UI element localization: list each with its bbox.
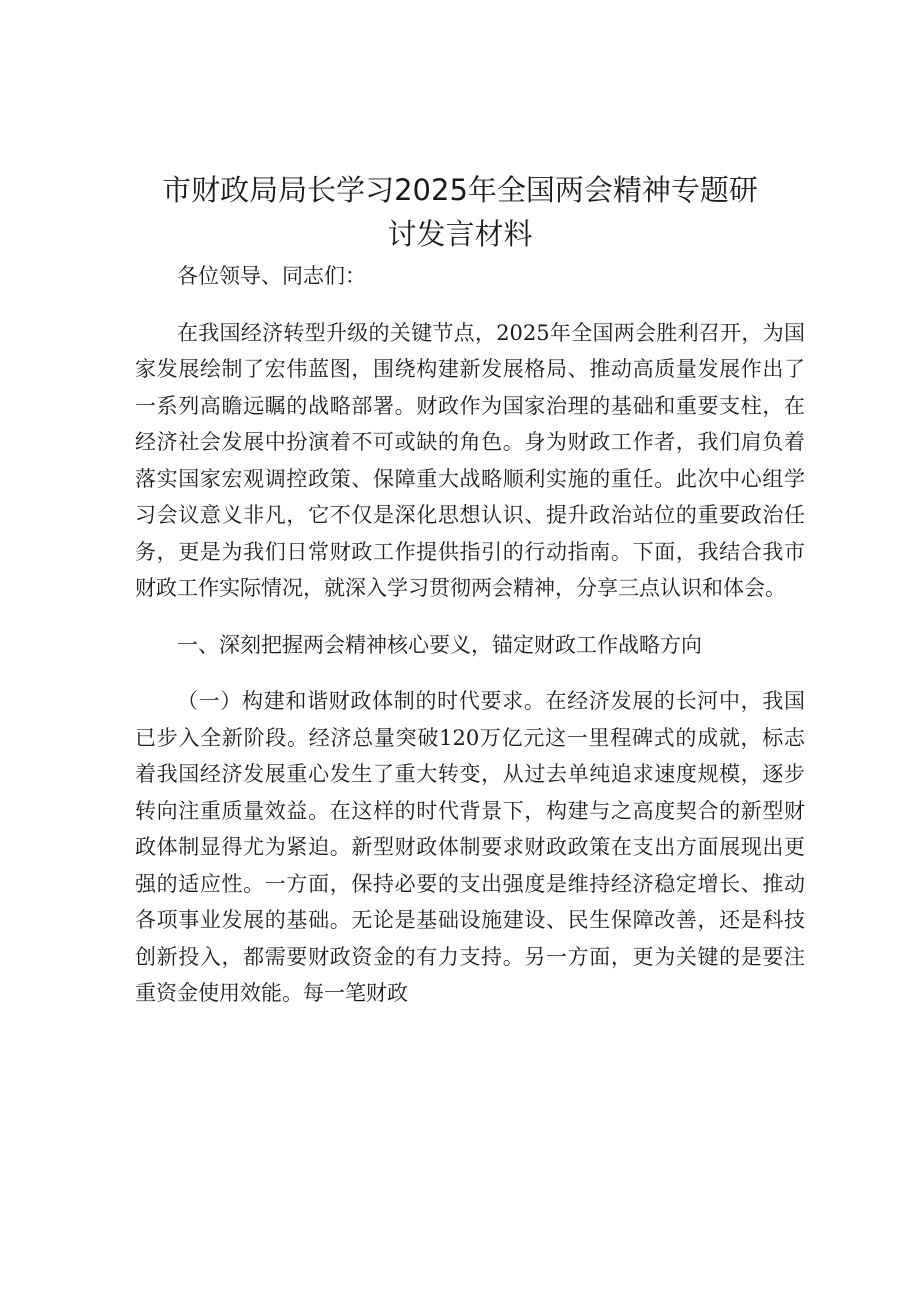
intro-paragraph: 在我国经济转型升级的关键节点，2025年全国两会胜利召开，为国家发展绘制了宏伟蓝图，围绕构建新发展格局、推动高质量发展作出了一系列高瞻远瞩的战略部署。财政作为国家治理的基础和重要支柱，在经济社会发展中扮演着不可或缺的角色。身为财政工作者，我们肩负着落实国家宏观调控政策、保障重大战略顺利实施的重任。此次中心组学习会议意义非凡，它不仅是深化思想认识、提升政治站位的重要政治任务，更是为我们日常财政工作提供指引的行动指南。下面，我结合我市财政工作实际情况，就深入学习贯彻两会精神，分享三点认识和体会。 xyxy=(135,320,805,600)
title-line-1: 市财政局局长学习2025年全国两会精神专题研 xyxy=(162,173,758,207)
subsection-paragraph-1: （一）构建和谐财政体制的时代要求。在经济发展的长河中，我国已步入全新阶段。经济总量突破120万亿元这一里程碑式的成就，标志着我国经济发展重心发生了重大转变，从过去单纯追求速度规模，逐步转向注重质量效益。在这样的时代背景下，构建与之高度契合的新型财政体制显得尤为紧迫。新型财政体制要求财政政策在支出方面展现出更强的适应性。一方面，保持必要的支出强度是维持经济稳定增长、推动各项事业发展的基础。无论是基础设施建设、民生保障改善，还是科技创新投入，都需要财政资金的有力支持。另一方面，更为关键的是要注重资金使用效能。每一笔财政 xyxy=(135,689,805,1005)
document-body xyxy=(135,258,805,1012)
title-line-2: 讨发言材料 xyxy=(387,217,533,251)
document-title xyxy=(120,168,800,256)
section-heading-1: 一、深刻把握两会精神核心要义，锚定财政工作战略方向 xyxy=(177,632,702,657)
greeting-paragraph: 各位领导、同志们： xyxy=(177,264,366,288)
